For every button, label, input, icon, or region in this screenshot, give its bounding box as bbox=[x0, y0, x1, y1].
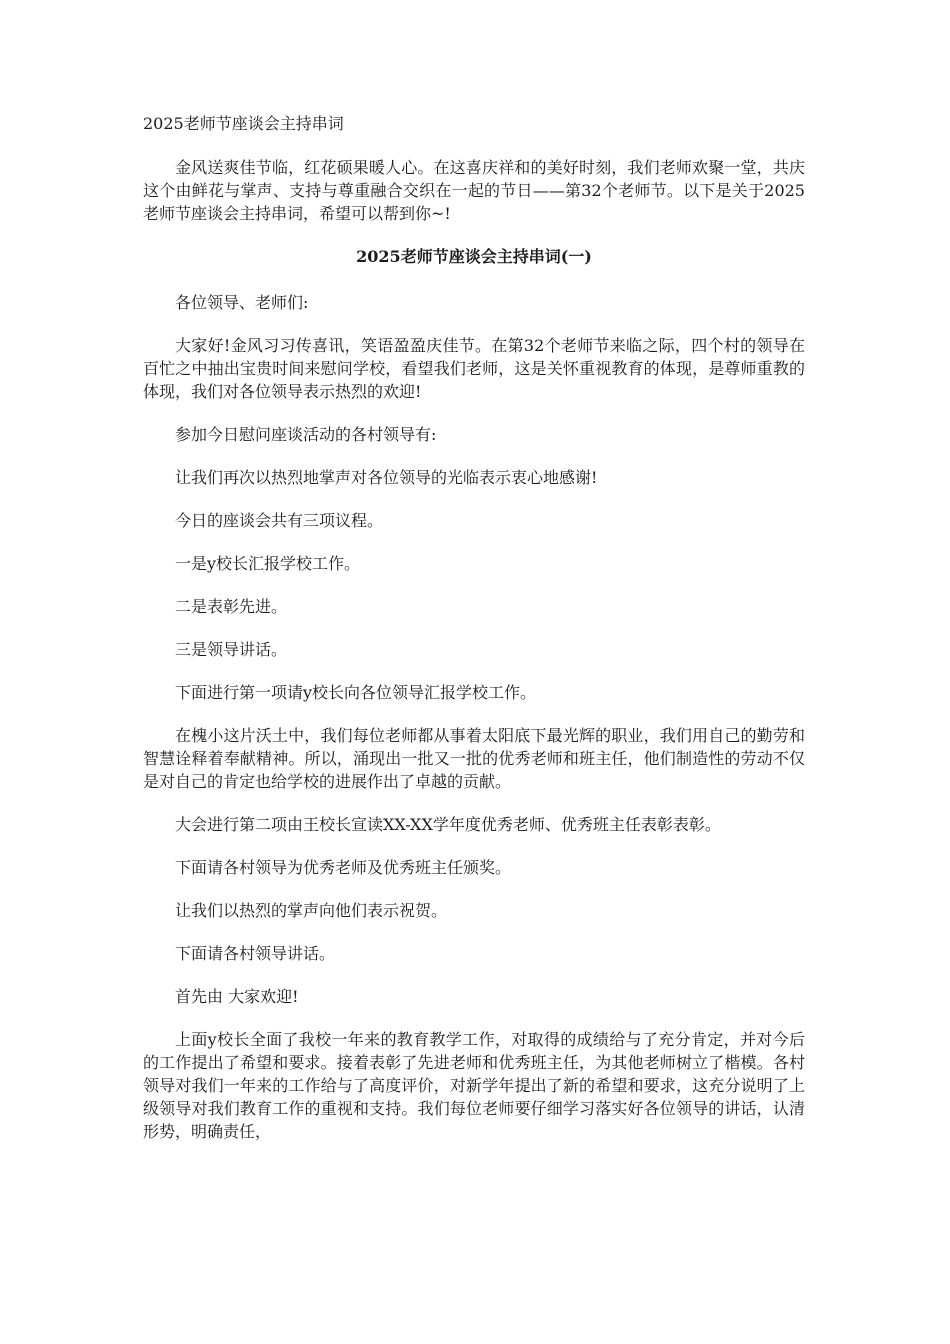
agenda-item-2: 二是表彰先进。 bbox=[175, 597, 288, 616]
salutation-paragraph: 各位领导、老师们: bbox=[175, 293, 309, 312]
teachers-paragraph: 在槐小这片沃土中，我们每位老师都从事着太阳底下最光辉的职业，我们用自己的勤劳和智慧诠释着奉献精神。所以，涌现出一批又一批的优秀老师和班主任，他们制造性的劳动不仅是对自己的肯定也给学校的进展作出了卓越的贡献。 bbox=[143, 726, 805, 791]
intro-paragraph: 金风送爽佳节临，红花硕果暖人心。在这喜庆祥和的美好时刻，我们老师欢聚一堂，共庆这个由鲜花与掌声、支持与尊重融合交织在一起的节日——第32个老师节。以下是关于2025老师节座谈会主持串词，希望可以帮到你~! bbox=[143, 158, 805, 223]
summary-paragraph: 上面y校长全面了我校一年来的教育教学工作，对取得的成绩给与了充分肯定，并对今后的工作提出了希望和要求。接着表彰了先进老师和优秀班主任，为其他老师树立了楷模。各村领导对我们一年来的工作给与了高度评价，对新学年提出了新的希望和要求，这充分说明了上级领导对我们教育工作的重视和支持。我们每位老师要仔细学习落实好各位领导的讲话，认清形势，明确责任， bbox=[143, 1030, 805, 1141]
document-title: 2025老师节座谈会主持串词 bbox=[143, 114, 344, 133]
thanks-paragraph: 让我们再次以热烈地掌声对各位领导的光临表示衷心地感谢! bbox=[175, 468, 598, 487]
first-item-paragraph: 下面进行第一项请y校长向各位领导汇报学校工作。 bbox=[175, 683, 537, 702]
applause-paragraph: 让我们以热烈的掌声向他们表示祝贺。 bbox=[175, 901, 448, 920]
agenda-item-3: 三是领导讲话。 bbox=[175, 640, 288, 659]
attendees-paragraph: 参加今日慰问座谈活动的各村领导有: bbox=[175, 425, 437, 444]
document-page bbox=[143, 112, 805, 1163]
leaders-speech-paragraph: 下面请各村领导讲话。 bbox=[175, 944, 336, 963]
section-heading: 2025老师节座谈会主持串词(一) bbox=[356, 247, 592, 266]
first-speaker-paragraph: 首先由 大家欢迎! bbox=[175, 987, 299, 1006]
agenda-intro-paragraph: 今日的座谈会共有三项议程。 bbox=[175, 511, 384, 530]
second-item-paragraph: 大会进行第二项由王校长宣读XX-XX学年度优秀老师、优秀班主任表彰表彰。 bbox=[175, 815, 721, 834]
agenda-item-1: 一是y校长汇报学校工作。 bbox=[175, 554, 361, 573]
awards-paragraph: 下面请各村领导为优秀老师及优秀班主任颁奖。 bbox=[175, 858, 512, 877]
welcome-paragraph: 大家好!金风习习传喜讯，笑语盈盈庆佳节。在第32个老师节来临之际，四个村的领导在百忙之中抽出宝贵时间来慰问学校，看望我们老师，这是关怀重视教育的体现，是尊师重教的体现，我们对各位领导表示热烈的欢迎! bbox=[143, 336, 805, 401]
